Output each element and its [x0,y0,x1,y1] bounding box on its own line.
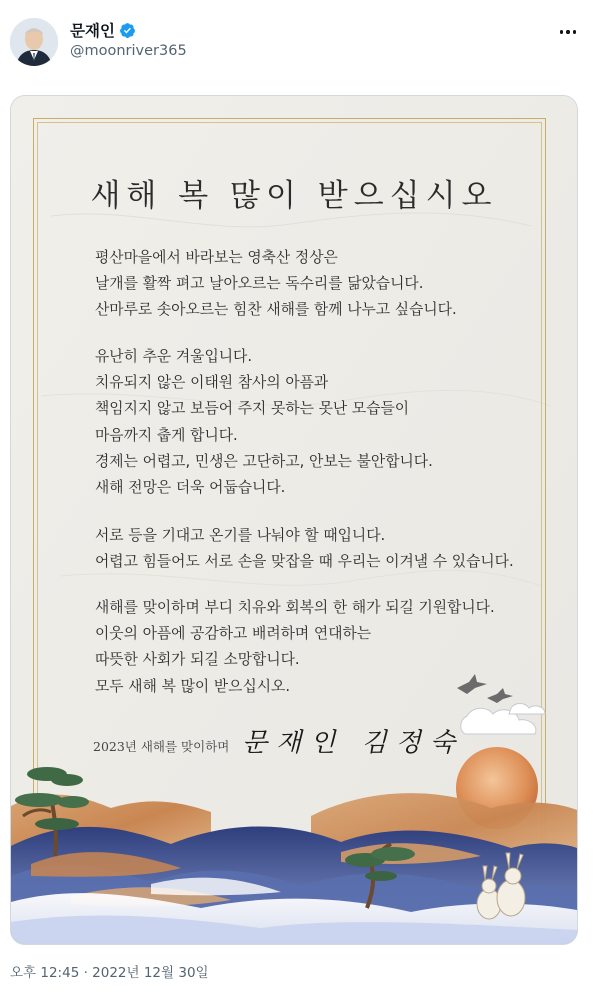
tweet-timestamp[interactable]: 오후 12:45 · 2022년 12월 30일 [10,965,209,981]
text-line: 평산마을에서 바라보는 영축산 정상은 [95,249,338,266]
text-line: 책임지지 않고 보듬어 주지 못하는 못난 모습들이 [95,400,410,418]
text-line: 모두 새해 복 많이 받으십시오. [95,677,291,695]
text-line: 치유되지 않은 이태원 참사의 아픔과 [95,374,329,392]
card-title: 새해 복 많이 받으십시오 [90,178,498,214]
verified-badge-icon [119,22,136,39]
tweet-image-card[interactable] [10,95,578,945]
text-line: 산마루로 솟아오르는 힘찬 새해를 함께 나누고 싶습니다. [95,301,457,319]
more-dot [566,30,570,34]
text-line: 경제는 어렵고, 민생은 고단하고, 안보는 불안합니다. [95,452,433,470]
tweet-header [0,0,616,90]
crane-birds-icon [457,674,513,703]
signature: 문재인 김정숙 [242,728,464,758]
text-line: 서로 등을 기대고 온기를 나눠야 할 때입니다. [95,527,386,544]
date-line: 2023년 새해를 맞이하며 [93,739,230,754]
more-options-button[interactable] [556,22,580,42]
avatar[interactable] [10,18,58,66]
text-line: 날개를 활짝 펴고 날아오르는 독수리를 닮았습니다. [95,275,424,293]
text-line: 새해 전망은 더욱 어둡습니다. [95,478,286,496]
text-line: 새해를 맞이하며 부디 치유와 회복의 한 해가 되길 기원합니다. [95,599,495,616]
more-dot [573,30,577,34]
text-line: 유난히 추운 겨울입니다. [95,348,253,365]
display-name[interactable] [70,19,136,41]
avatar-photo [10,18,58,66]
cloud-icon [461,704,545,735]
user-handle[interactable]: @moonriver365 [70,43,187,59]
text-line: 마음까지 춥게 합니다. [95,426,238,444]
more-options-icon [560,30,564,34]
text-line: 이웃의 아픔에 공감하고 배려하며 연대하는 [95,625,372,643]
text-line: 따뜻한 사회가 되길 소망합니다. [95,651,300,669]
display-name-text[interactable]: 문재인 [70,22,115,40]
landscape-illustration [11,96,577,944]
text-line: 어렵고 힘들어도 서로 손을 맞잡을 때 우리는 이겨낼 수 있습니다. [95,553,514,571]
